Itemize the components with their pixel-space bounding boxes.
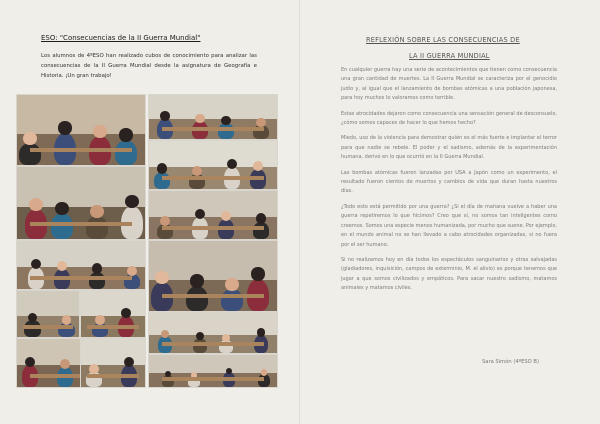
- photo-person-head: [155, 271, 168, 284]
- photo-classroom-wide-5: [80, 338, 146, 388]
- photo-wall: [17, 291, 79, 316]
- photo-person-head: [121, 308, 131, 318]
- photo-person-head: [192, 166, 202, 176]
- reflection-paragraph: Miedo, uso de la violencia para demostrar quién es el más fuerte e implantar el terror para que nadie se rebele. El poder y el sadismo, además de la experimentación humana, derivó en lo que ocurrió en la II Guerra Mundial.: [341, 135, 557, 161]
- photo-person-head: [225, 278, 238, 291]
- photo-desk: [30, 148, 132, 152]
- reflection-title-line-2: LA II GUERRA MUNDIAL: [409, 52, 490, 60]
- photo-person-head: [127, 266, 137, 276]
- photo-desk: [23, 325, 73, 329]
- photo-person-head: [251, 267, 264, 280]
- photo-desk: [162, 294, 264, 298]
- reflection-paragraph: Las bombas atómicas fueron lanzadas por USA a Japón como un experimento, el resultado fueron cientos de muertos y cambios de vida que duran hasta nuestros días.: [341, 169, 557, 195]
- photo-person-head: [95, 315, 105, 325]
- photo-classroom-wide-1: [148, 94, 278, 140]
- photo-person-head: [160, 216, 170, 226]
- photo-person-head: [195, 114, 204, 123]
- photo-person-head: [257, 328, 265, 336]
- photo-desk: [30, 222, 132, 226]
- photo-person: [19, 143, 41, 165]
- photo-person-head: [157, 163, 167, 173]
- photo-person-head: [261, 369, 268, 376]
- photo-person-head: [124, 357, 134, 367]
- photo-person-head: [29, 198, 42, 211]
- reflection-paragraph: Estas atrocidades dejaron como consecuencia una sensación general de desconsuelo, ¿cómo somos capaces de hacer lo que hemos hecho?: [341, 110, 557, 127]
- photo-desk: [87, 374, 138, 378]
- page-fold: [299, 0, 301, 424]
- photo-person-head: [190, 274, 203, 287]
- left-page-intro: Los alumnos de 4ºESO han realizado cubos de conocimiento para analizar las consecuencias de la II Guerra Mundial desde la asignatura de Geografía e Historia. ¡Un gran trabajo!: [41, 53, 257, 79]
- reflection-title-line-1: REFLEXIÓN SOBRE LAS CONSECUENCIAS DE: [366, 36, 520, 44]
- reflection-paragraph: ¿Todo esto está permitido por una guerra? ¿Si el día de mañana vuelve a haber una guerra repetiremos lo que hicimos? Creo que sí, no somos tan inteligentes como creemos. Somos una especie menos humanizada, por mucho que suene. Por ejemplo, en el mundo animal no se han llevado a cabo atrocidades organizadas, si no fuera por el ser humano.: [341, 203, 557, 248]
- photo-wall: [149, 355, 277, 373]
- photo-person-head: [58, 121, 71, 134]
- photo-students-table: [148, 354, 278, 388]
- photo-person-head: [89, 364, 99, 374]
- photo-desk: [162, 226, 264, 230]
- photo-desk: [87, 325, 138, 329]
- photo-person-head: [221, 116, 230, 125]
- photo-students-group-4: [16, 290, 80, 338]
- reflection-paragraph: Si no realizamos hoy en día todos los espectáculos sanguinarios y otras salvajadas (gladiadores, inquisición, campos de exterminio, M. el alivio) es porque tenemos que jugar a que somos civilizados y empáticos. Para sacar nuestro sadismo, matamos animales y matamos civiles.: [341, 256, 557, 292]
- left-page-title: ESO: "Consecuencias de la II Guerra Mundial": [41, 34, 201, 42]
- photo-person-head: [119, 128, 132, 141]
- photo-students-group-3: [148, 240, 278, 312]
- photo-students-group-2: [16, 166, 146, 240]
- photo-desk: [30, 276, 132, 280]
- photo-person-head: [25, 357, 35, 367]
- photo-person-head: [90, 205, 103, 218]
- photo-desk: [162, 176, 264, 180]
- author-signature: Sara Simón (4ºESO B): [482, 359, 539, 365]
- photo-classroom-wide-3: [80, 290, 146, 338]
- photo-wall: [81, 339, 145, 365]
- photo-person-head: [23, 132, 36, 145]
- photo-person-head: [195, 209, 205, 219]
- reflection-body: [341, 66, 557, 300]
- photo-person-head: [125, 195, 138, 208]
- photo-classroom-wide-4: [148, 312, 278, 354]
- photo-person: [221, 289, 243, 311]
- photo-person-head: [92, 263, 102, 273]
- photo-person: [86, 216, 108, 239]
- photo-students-classroom-1: [16, 94, 146, 166]
- photo-desk: [162, 127, 264, 131]
- photo-wall: [81, 291, 145, 316]
- reflection-paragraph: En cualquier guerra hay una serie de acontecimientos que tienen como consecuencia una gran cantidad de muertes. La II Guerra Mundial se caracteriza por el genocidio judío y, al igual que el lanzamiento de bombas atómicas a una población japonesa, para hoy muchos lo valoramos como terrible.: [341, 67, 557, 102]
- photo-person-head: [62, 315, 72, 325]
- photo-classroom-wide-2: [148, 140, 278, 190]
- photo-person-head: [55, 202, 68, 215]
- photo-person-head: [227, 159, 237, 169]
- photo-person-head: [93, 125, 106, 138]
- photo-person-head: [256, 118, 265, 127]
- photo-students-desk: [16, 240, 146, 290]
- photo-person-head: [160, 111, 169, 120]
- photo-student-working: [148, 190, 278, 240]
- photo-desk: [162, 377, 264, 381]
- photo-desk: [162, 342, 264, 346]
- photo-person-head: [31, 259, 41, 269]
- photo-person-head: [256, 213, 266, 223]
